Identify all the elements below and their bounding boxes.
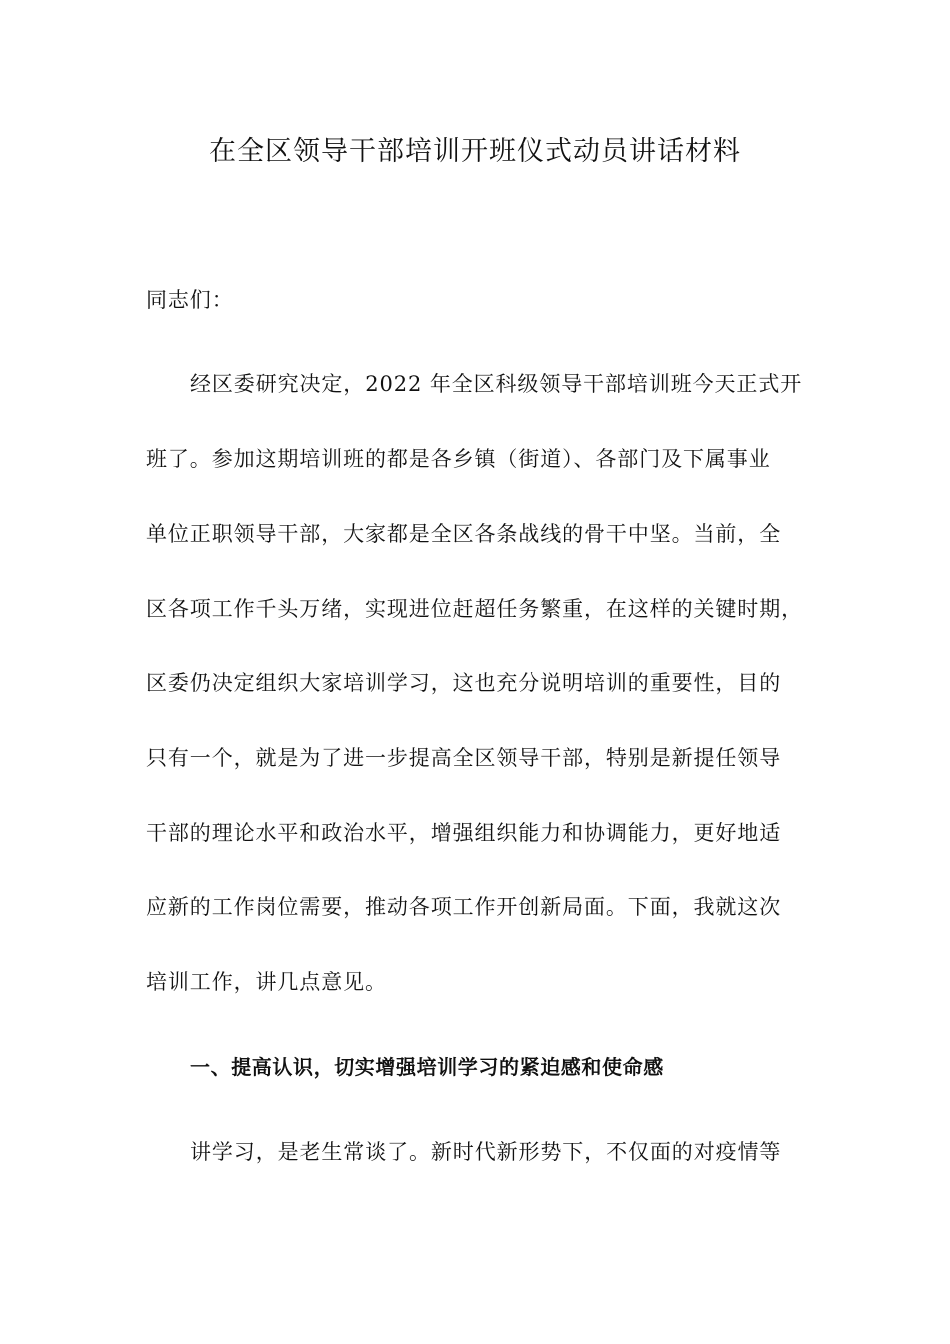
paragraph-line: 应新的工作岗位需要，推动各项工作开创新局面。下面，我就这次 (146, 895, 782, 919)
document-title: 在全区领导干部培训开班仪式动员讲话材料 (209, 136, 741, 167)
section-heading: 一、提高认识，切实增强培训学习的紧迫感和使命感 (190, 1055, 664, 1079)
salutation: 同志们： (146, 288, 234, 312)
paragraph-line: 经区委研究决定，2022 年全区科级领导干部培训班今天正式开 (190, 372, 803, 396)
paragraph-line: 培训工作，讲几点意见。 (146, 970, 387, 994)
paragraph-line: 干部的理论水平和政治水平，增强组织能力和协调能力，更好地适 (146, 821, 782, 845)
paragraph-line: 班了。参加这期培训班的都是各乡镇（街道）、各部门及下属事业 (146, 447, 771, 471)
paragraph-line: 区委仍决定组织大家培训学习，这也充分说明培训的重要性，目的 (146, 671, 782, 695)
paragraph-line: 只有一个，就是为了进一步提高全区领导干部，特别是新提任领导 (146, 746, 782, 770)
paragraph-line: 单位正职领导干部，大家都是全区各条战线的骨干中坚。当前，全 (146, 522, 782, 546)
paragraph-line: 讲学习，是老生常谈了。新时代新形势下，不仅面的对疫情等 (190, 1140, 782, 1164)
paragraph-line: 区各项工作千头万绪，实现进位赶超任务繁重，在这样的关键时期， (146, 597, 803, 621)
